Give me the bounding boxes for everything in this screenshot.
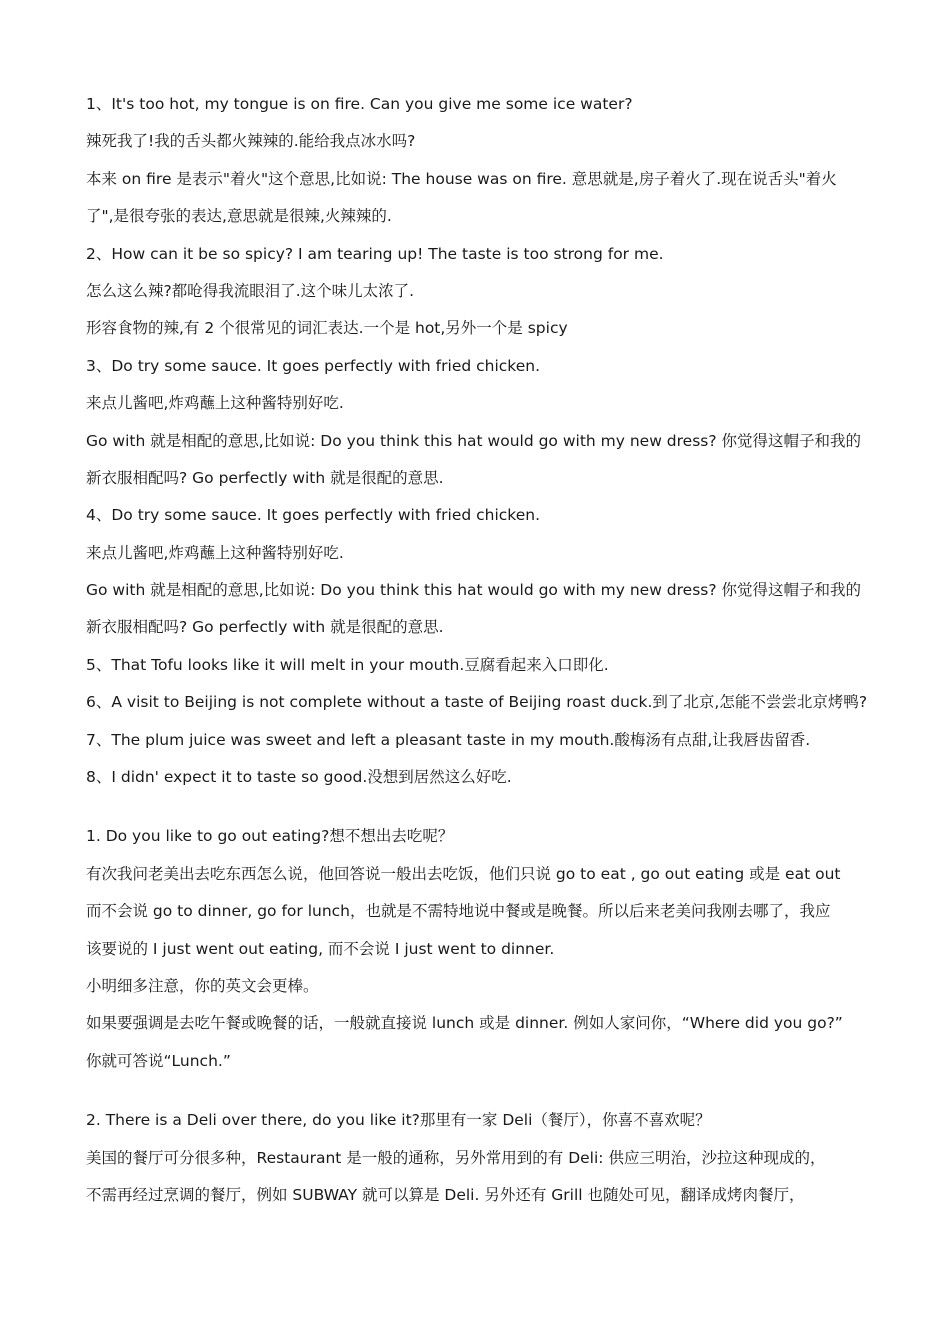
text-line: 辣死我了!我的舌头都火辣辣的.能给我点冰水吗?: [86, 132, 416, 151]
document-page: [86, 86, 870, 1214]
text-line: 来点儿酱吧,炸鸡蘸上这种酱特别好吃.: [86, 394, 344, 413]
text-line: 了",是很夸张的表达,意思就是很辣,火辣辣的.: [86, 207, 392, 226]
text-line: 你就可答说“Lunch.”: [86, 1051, 231, 1070]
text-line: 来点儿酱吧,炸鸡蘸上这种酱特别好吃.: [86, 543, 344, 562]
text-line: 小明细多注意，你的英文会更棒。: [86, 976, 319, 995]
paragraph-gap: [86, 796, 870, 818]
text-line: 本来 on fire 是表示"着火"这个意思,比如说: The house was on fire. 意思就是,房子着火了.现在说舌头"着火: [86, 169, 837, 188]
text-line: 有次我问老美出去吃东西怎么说，他回答说一般出去吃饭，他们只说 go to eat , go out eating 或是 eat out: [86, 864, 841, 883]
text-line: 4、Do try some sauce. It goes perfectly with fried chicken.: [86, 506, 541, 525]
text-line: 怎么这么辣?都呛得我流眼泪了.这个味儿太浓了.: [86, 281, 415, 300]
text-line: 而不会说 go to dinner, go for lunch，也就是不需特地说中餐或是晚餐。所以后来老美问我刚去哪了，我应: [86, 902, 831, 921]
text-line: 2、How can it be so spicy? I am tearing up! The taste is too strong for me.: [86, 244, 664, 263]
text-line: 1、It's too hot, my tongue is on fire. Can you give me some ice water?: [86, 95, 633, 113]
text-line: Go with 就是相配的意思,比如说: Do you think this hat would go with my new dress? 你觉得这帽子和我的: [86, 431, 862, 450]
paragraph-gap: [86, 1080, 870, 1102]
text-line: 1. Do you like to go out eating?想不想出去吃呢？: [86, 827, 454, 846]
text-line: Go with 就是相配的意思,比如说: Do you think this hat would go with my new dress? 你觉得这帽子和我的: [86, 581, 862, 600]
text-line: 8、I didn' expect it to taste so good.没想到居然这么好吃.: [86, 768, 512, 787]
text-line: 新衣服相配吗? Go perfectly with 就是很配的意思.: [86, 618, 444, 637]
text-line: 3、Do try some sauce. It goes perfectly with fried chicken.: [86, 356, 541, 375]
text-line: 2. There is a Deli over there, do you like it?那里有一家 Deli（餐厅），你喜不喜欢呢？: [86, 1111, 711, 1130]
text-line: 该要说的 I just went out eating, 而不会说 I just went to dinner.: [86, 939, 555, 958]
text-line: 不需再经过烹调的餐厅，例如 SUBWAY 就可以算是 Deli. 另外还有 Grill 也随处可见，翻译成烤肉餐厅，: [86, 1185, 805, 1204]
text-line: 7、The plum juice was sweet and left a pleasant taste in my mouth.酸梅汤有点甜,让我唇齿留香.: [86, 730, 811, 749]
text-line: 美国的餐厅可分很多种，Restaurant 是一般的通称，另外常用到的有 Deli: 供应三明治，沙拉这种现成的，: [86, 1148, 826, 1167]
text-line: 新衣服相配吗? Go perfectly with 就是很配的意思.: [86, 468, 444, 487]
text-line: 形容食物的辣,有 2 个很常见的词汇表达.一个是 hot,另外一个是 spicy: [86, 319, 568, 338]
text-line: 6、A visit to Beijing is not complete without a taste of Beijing roast duck.到了北京,怎能不尝尝北京烤鸭?: [86, 693, 868, 712]
text-line: 5、That Tofu looks like it will melt in your mouth.豆腐看起来入口即化.: [86, 655, 609, 674]
text-line: 如果要强调是去吃午餐或晚餐的话，一般就直接说 lunch 或是 dinner. 例如人家问你，“Where did you go?”: [86, 1014, 843, 1033]
